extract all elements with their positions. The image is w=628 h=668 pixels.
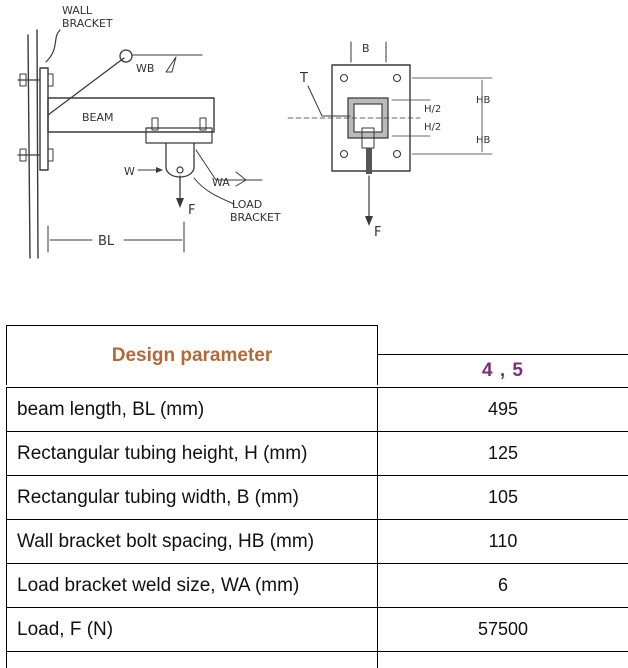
wall-plate (18, 30, 53, 258)
h-half-top-label: H/2 (424, 104, 442, 115)
table-row-empty (6, 651, 628, 668)
bl-label: BL (98, 234, 115, 249)
header-design-parameter: Design parameter (6, 325, 378, 385)
wa-label: WA (212, 176, 230, 189)
hb-bottom-label: HB (476, 135, 491, 146)
beam-label: BEAM (82, 111, 114, 124)
load-bracket-label-line2: BRACKET (230, 211, 281, 224)
row-label: Wall bracket bolt spacing, HB (mm) (6, 520, 378, 563)
table-row (6, 563, 628, 607)
row-label: Load bracket weld size, WA (mm) (6, 564, 378, 607)
design-parameter-table (0, 325, 628, 668)
load-bracket-label-line1: LOAD (232, 198, 263, 211)
f-label-right: F (374, 225, 382, 240)
row-value-empty (378, 652, 628, 668)
row-value: 125 (487, 443, 519, 463)
row-label: beam length, BL (mm) (6, 388, 378, 431)
table-row (6, 607, 628, 651)
table-row (6, 387, 628, 431)
table-row (6, 431, 628, 475)
b-label: B (362, 42, 370, 55)
wall-bracket-label-line2: BRACKET (62, 17, 113, 30)
w-label: W (124, 165, 135, 178)
row-label: Load, F (N) (6, 608, 378, 651)
f-label-left: F (188, 203, 196, 218)
row-value: 6 (497, 575, 508, 595)
table-row (6, 475, 628, 519)
table-row (6, 519, 628, 563)
wall-bracket-label-line1: WALL (62, 4, 93, 17)
hb-top-label: HB (476, 95, 491, 106)
wb-label: WB (136, 62, 155, 75)
bracket-sketch (0, 0, 628, 300)
row-label-empty (6, 652, 378, 668)
t-label: T (300, 71, 308, 86)
row-value: 57500 (477, 619, 529, 639)
row-value: 495 (487, 399, 519, 419)
h-half-bottom-label: H/2 (424, 122, 442, 133)
row-label: Rectangular tubing width, B (mm) (6, 476, 378, 519)
header-column-value: 4 , 5 (482, 360, 524, 381)
plate-front-view (332, 65, 410, 174)
row-value: 110 (488, 531, 518, 551)
row-value: 105 (487, 487, 519, 507)
row-label: Rectangular tubing height, H (mm) (6, 432, 378, 475)
